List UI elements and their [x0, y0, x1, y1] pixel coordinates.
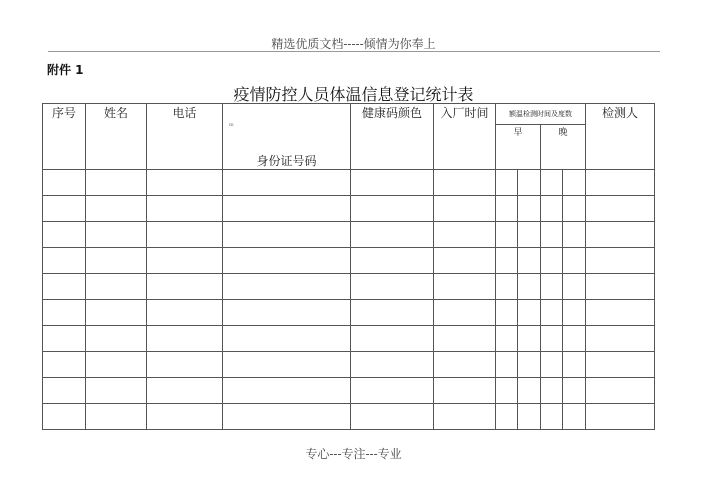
column-header-health-code: 健康码颜色: [351, 104, 434, 170]
table-row: [43, 248, 655, 274]
attachment-label: 附件 1: [47, 63, 84, 77]
page-header: 精选优质文档-----倾情为你奉上: [271, 37, 436, 51]
id-header-label: 身份证号码: [256, 154, 317, 168]
registration-table: [42, 103, 655, 430]
column-header-seq: 序号: [43, 104, 86, 170]
table-row: [43, 274, 655, 300]
column-header-inspector: 检测人: [586, 104, 655, 170]
table-row: [43, 196, 655, 222]
column-header-phone: 电话: [147, 104, 223, 170]
page-footer: 专心---专注---专业: [305, 447, 402, 461]
column-header-id-number: [223, 104, 351, 170]
table-row: [43, 326, 655, 352]
table-row: [43, 300, 655, 326]
table-row: [43, 378, 655, 404]
header-divider: [48, 51, 660, 52]
column-header-entry-time: 入厂时间: [434, 104, 496, 170]
table-row: [43, 352, 655, 378]
table-row: [43, 170, 655, 196]
column-header-temperature: 额温检测时间及度数: [496, 104, 586, 125]
table-row: [43, 404, 655, 430]
table-row: [43, 222, 655, 248]
column-header-name: 姓名: [86, 104, 147, 170]
id-header-mark: m: [229, 122, 234, 128]
document-title: 疫情防控人员体温信息登记统计表: [233, 85, 474, 104]
column-header-evening: 晚: [541, 125, 586, 170]
column-header-morning: 早: [496, 125, 541, 170]
